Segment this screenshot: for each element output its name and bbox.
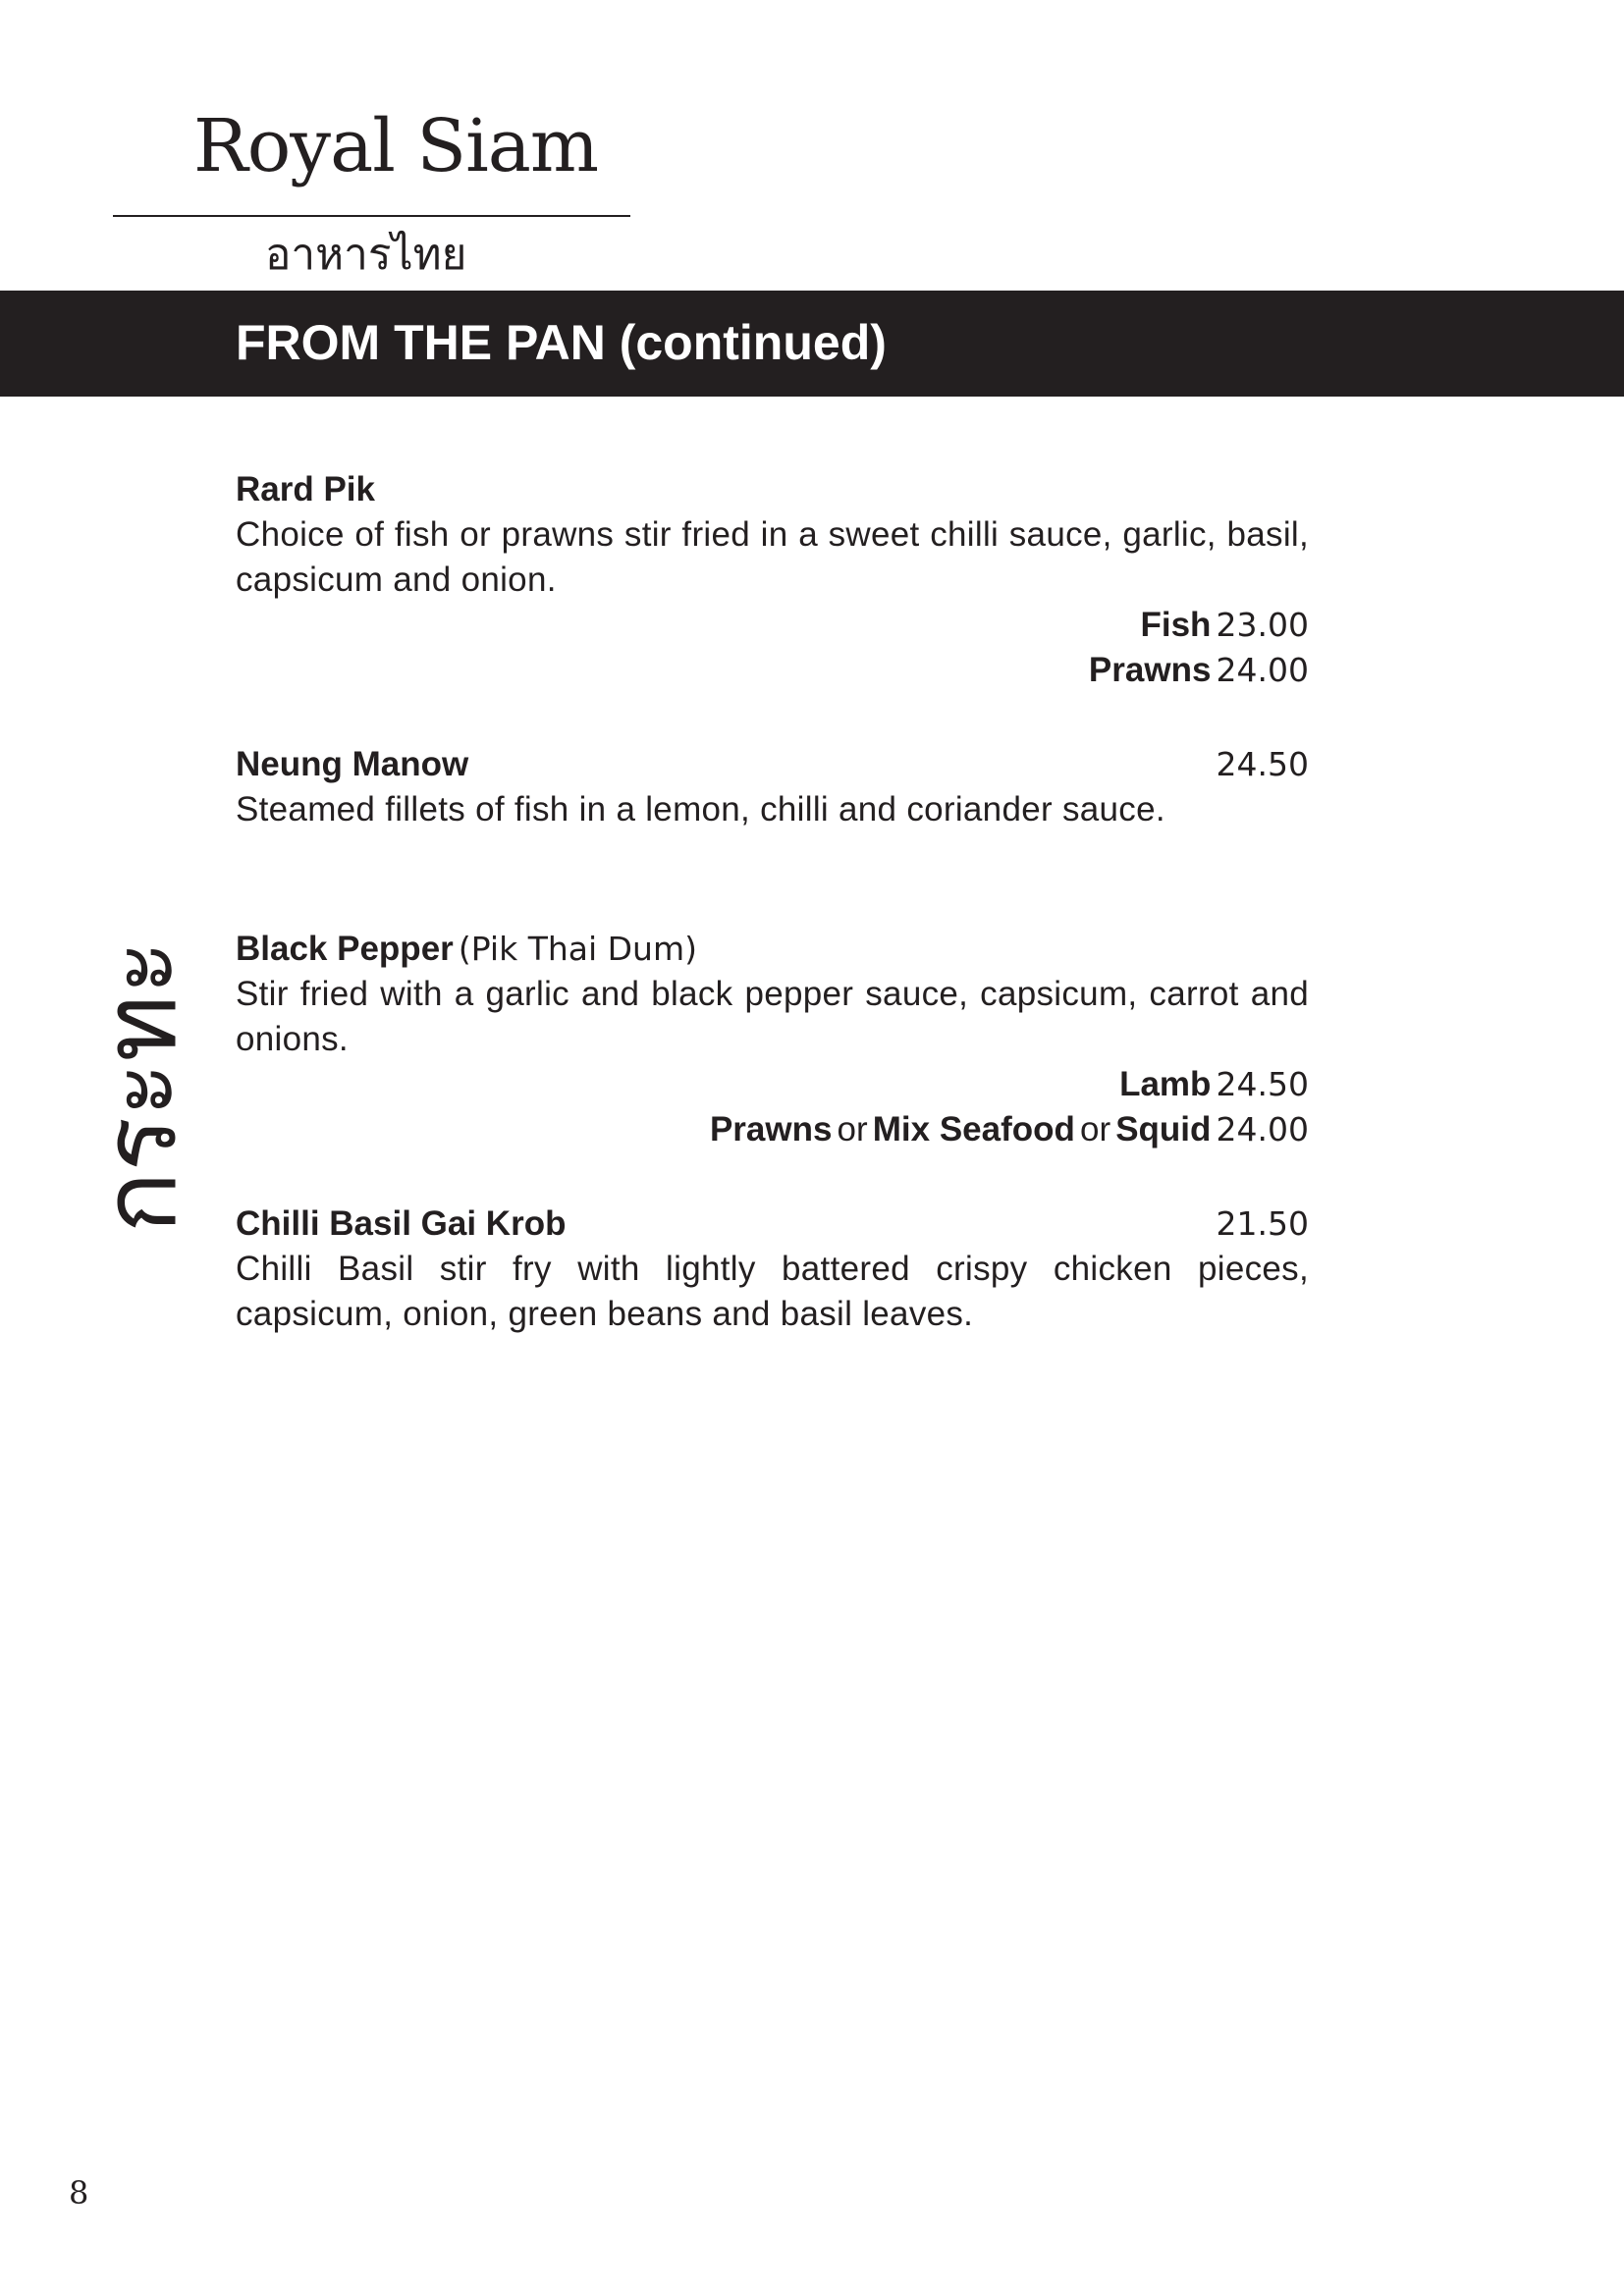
dish-description: Steamed fillets of fish in a lemon, chilli and coriander sauce.: [236, 790, 1165, 828]
dish-name: Neung Manow: [236, 745, 469, 783]
price-option: [236, 648, 1309, 693]
option-label: Prawns: [709, 1110, 833, 1148]
dish-name: Rard Pik: [236, 470, 375, 508]
option-label: Squid: [1115, 1110, 1212, 1148]
option-separator: or: [1079, 1110, 1111, 1148]
dish-price: 21.50: [1216, 1204, 1309, 1243]
option-price: 23.00: [1216, 606, 1309, 644]
menu-item: [236, 467, 1309, 693]
dish-description: Chilli Basil stir fry with lightly battered crispy chicken pieces, capsicum, onion, green beans and basil leaves.: [236, 1250, 1309, 1333]
header-rule: [113, 215, 630, 217]
price-option: [236, 1062, 1309, 1107]
dish-description: Choice of fish or prawns stir fried in a sweet chilli sauce, garlic, basil, capsicum and onion.: [236, 515, 1309, 599]
option-label: Mix Seafood: [872, 1110, 1075, 1148]
dish-price: 24.50: [1216, 745, 1309, 783]
option-price: 24.00: [1216, 1110, 1309, 1148]
option-price: 24.50: [1216, 1065, 1309, 1103]
page-number: 8: [69, 2174, 89, 2212]
price-option: [236, 603, 1309, 648]
restaurant-name: Royal Siam: [193, 104, 599, 188]
price-option: [236, 1107, 1309, 1152]
option-separator: or: [837, 1110, 868, 1148]
option-label: Fish: [1140, 606, 1212, 644]
restaurant-thai-subtitle: อาหารไทย: [265, 230, 467, 280]
dish-description: Stir fried with a garlic and black pepper sauce, capsicum, carrot and onions.: [236, 975, 1309, 1058]
dish-thai-name: (Pik Thai Dum): [458, 930, 697, 968]
section-title: FROM THE PAN (continued): [236, 315, 887, 370]
menu-item: [236, 1201, 1309, 1337]
option-label: Prawns: [1088, 651, 1212, 689]
option-label: Lamb: [1119, 1065, 1212, 1103]
menu-item: [236, 927, 1309, 1152]
option-price: 24.00: [1216, 651, 1309, 689]
section-banner: [0, 291, 1624, 397]
dish-name: Black Pepper: [236, 930, 454, 968]
side-thai-label: กระทะ: [80, 939, 199, 1234]
dish-name: Chilli Basil Gai Krob: [236, 1204, 567, 1243]
menu-item: [236, 742, 1309, 832]
